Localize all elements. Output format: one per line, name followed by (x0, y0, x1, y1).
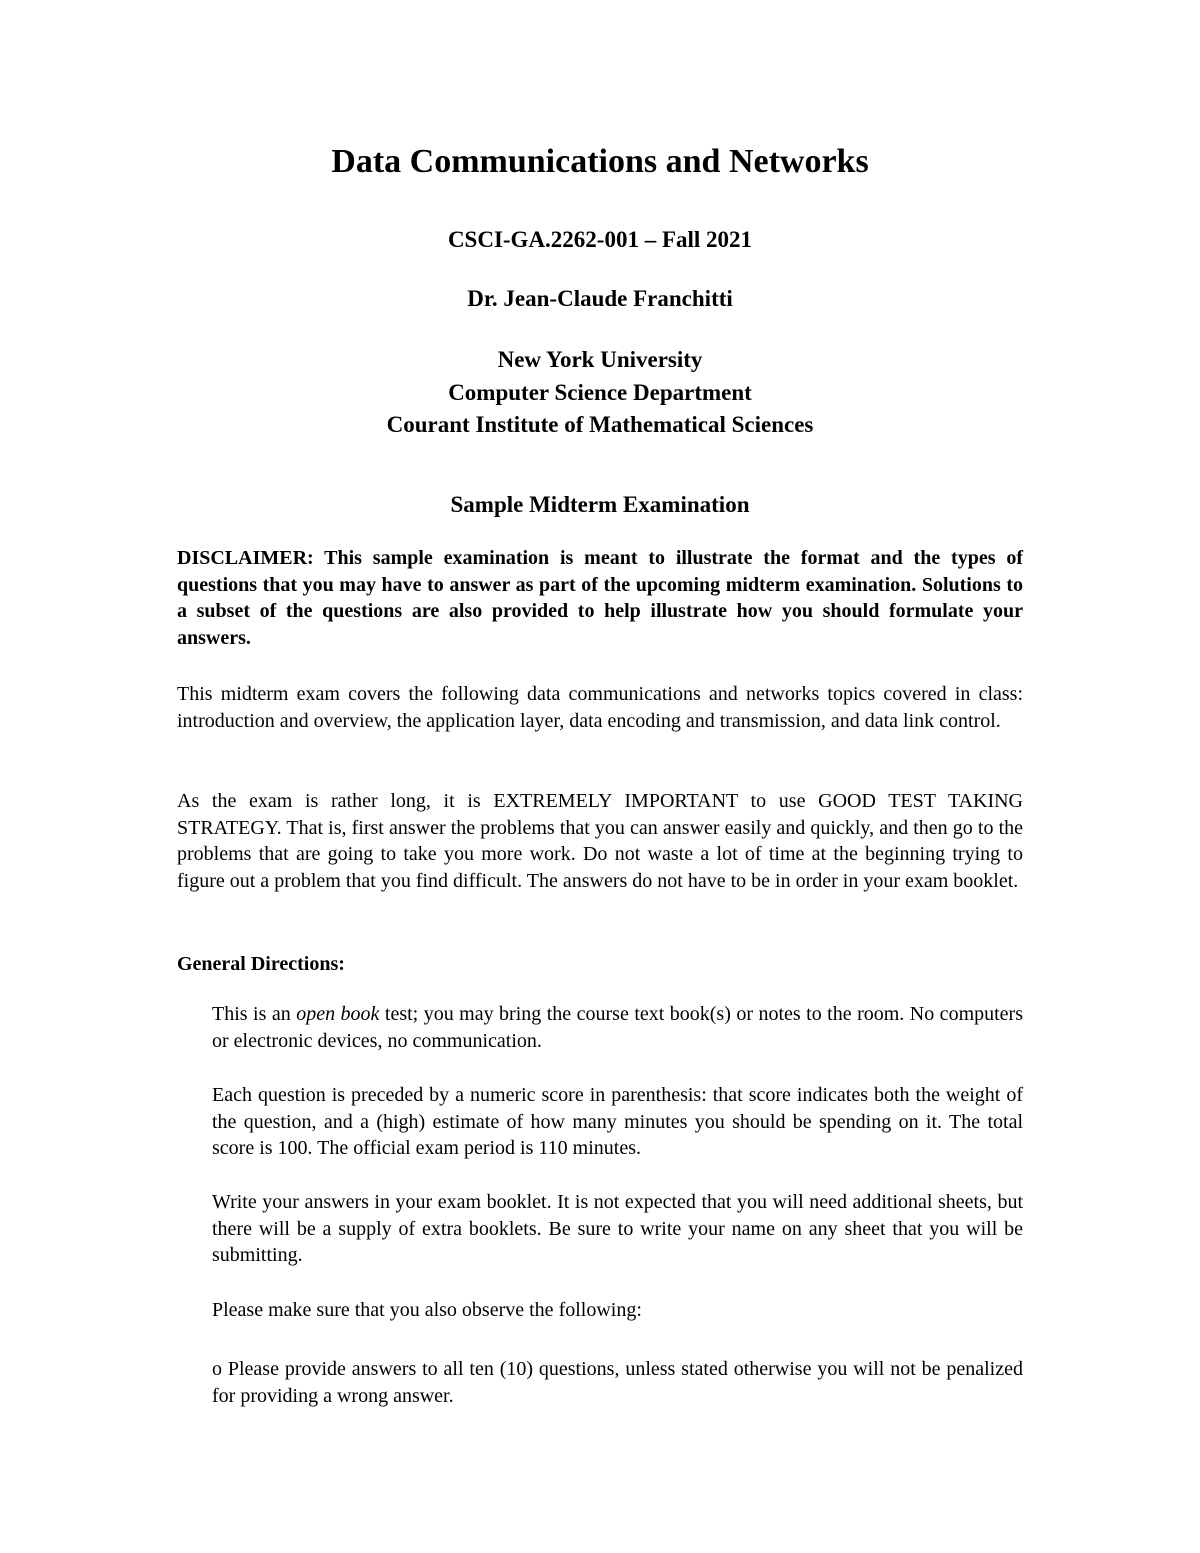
open-book-direction (212, 1001, 1023, 1054)
document-title: Data Communications and Networks (331, 143, 869, 180)
institution-line: Computer Science Department (448, 380, 752, 405)
course-code: CSCI-GA.2262-001 – Fall 2021 (447, 227, 753, 252)
general-directions-heading: General Directions: (177, 953, 345, 975)
institution-line: Courant Institute of Mathematical Sciences (386, 412, 814, 437)
disclaimer-paragraph: DISCLAIMER: This sample examination is meant to illustrate the format and the types of questions that you may have to answer as part of the upcoming midterm examination. Solutions to a subset of the questions are also provided to help illustrate how you should formulate your answers. (177, 547, 1023, 649)
open-book-suffix: test; you may bring the course text book(s) or notes to the room. No computers or electronic devices, no communication. (212, 1003, 1023, 1052)
exam-title: Sample Midterm Examination (450, 492, 750, 517)
scoring-direction: Each question is preceded by a numeric score in parenthesis: that score indicates both the weight of the question, and a (high) estimate of how many minutes you should be spending on it. The total score is 100. The official exam period is 110 minutes. (212, 1084, 1023, 1160)
open-book-term: open book (296, 1003, 380, 1025)
observe-direction: Please make sure that you also observe the following: (212, 1299, 642, 1321)
coverage-paragraph: This midterm exam covers the following data communications and networks topics covered in class: introduction and overview, the application layer, data encoding and transmission, and data link control. (177, 683, 1023, 732)
rule-item: o Please provide answers to all ten (10) questions, unless stated otherwise you will not be penalized for providing a wrong answer. (212, 1358, 1023, 1407)
booklet-direction: Write your answers in your exam booklet. It is not expected that you will need additional sheets, but there will be a supply of extra booklets. Be sure to write your name on any sheet that you will be submitting. (212, 1191, 1023, 1267)
instructor-name: Dr. Jean-Claude Franchitti (467, 286, 733, 311)
open-book-prefix: This is an (212, 1003, 297, 1025)
institution-line: New York University (497, 347, 703, 372)
strategy-paragraph: As the exam is rather long, it is EXTREMELY IMPORTANT to use GOOD TEST TAKING STRATEGY. That is, first answer the problems that you can answer easily and quickly, and then go to the problems that are going to take you more work. Do not waste a lot of time at the beginning trying to figure out a problem that you find difficult. The answers do not have to be in order in your exam booklet. (177, 790, 1023, 892)
